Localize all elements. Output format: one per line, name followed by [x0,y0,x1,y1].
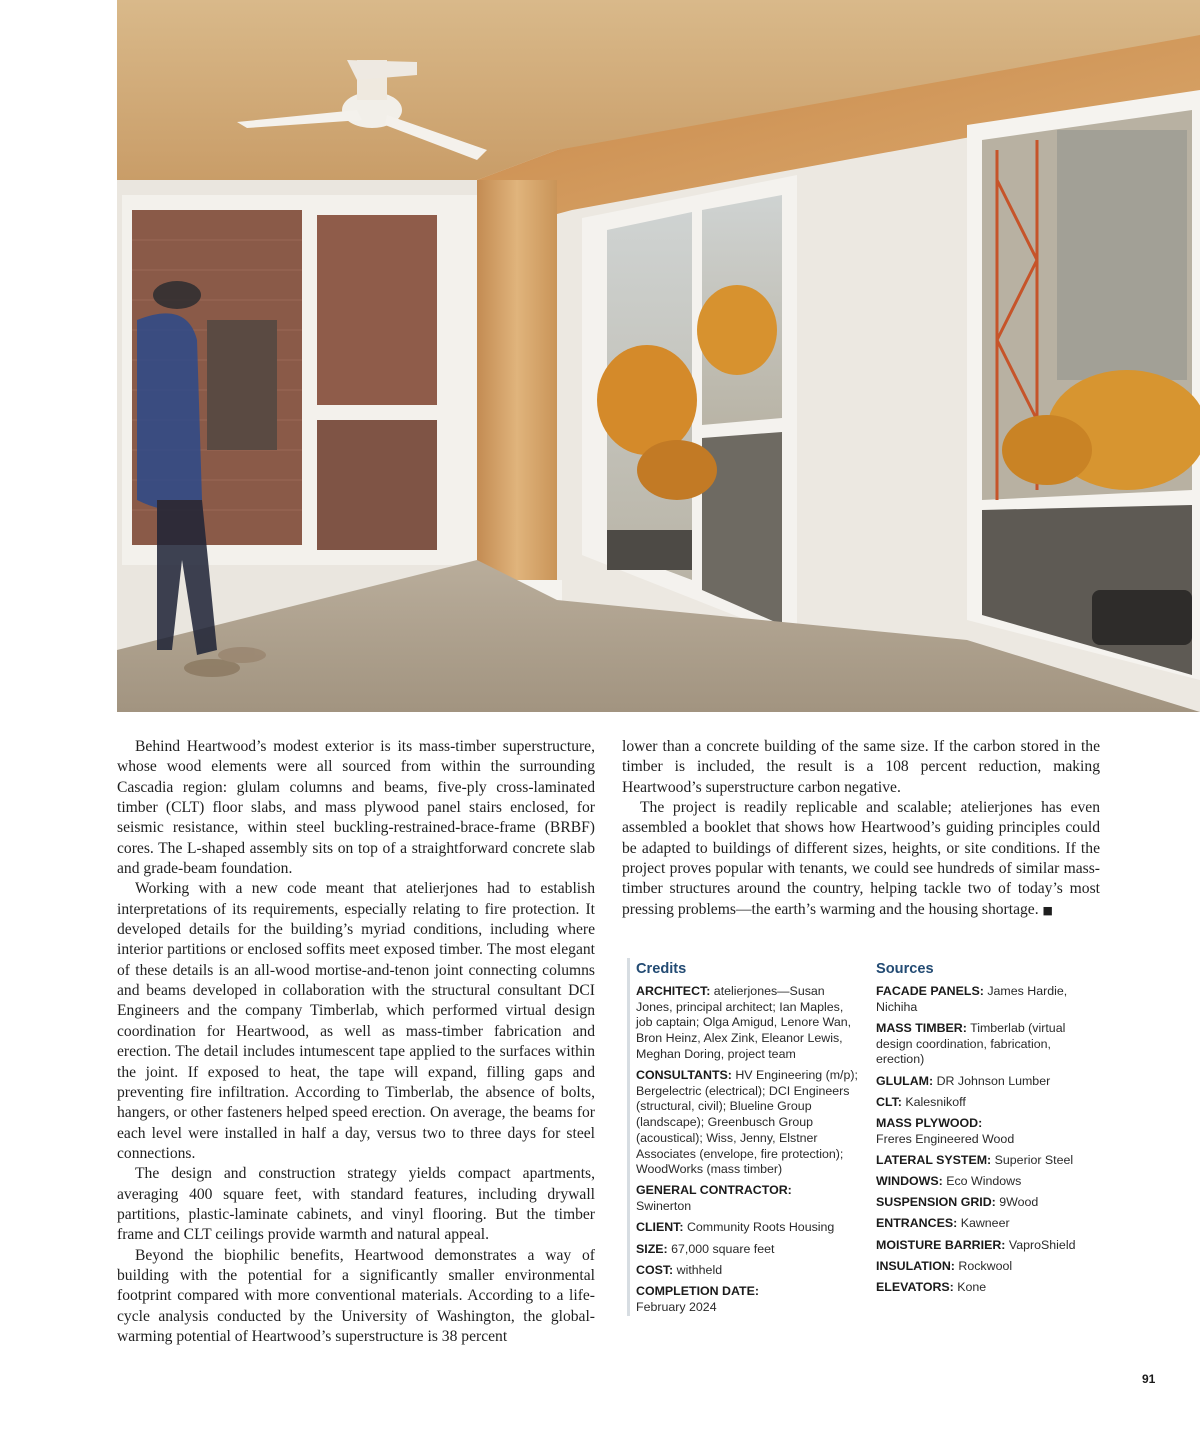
interior-photo [117,0,1200,712]
sources-list [876,958,1088,1301]
credit-entry [636,1242,860,1258]
credit-value: atelierjones—Susan Jones, principal architect; Ian Maples, job captain; Olga Amigud, Lenore Wan, Bron Heinz, Alex Zink, Eleanor Lewis, Meghan Doring, project team [636,984,852,1061]
source-value: Eco Windows [946,1174,1022,1189]
paragraph-text: The project is readily replicable and scalable; atelierjones has even assembled a booklet that shows how Heartwood’s guiding principles could be adapted to buildings of different sizes, heights, or site conditions. If the project proves popular with tenants, we could see hundreds of similar mass-timber structures around the country, helping tackle two of today’s most pressing problems—the earth’s warming and the housing shortage. [622,799,1100,918]
credit-label: CLIENT: [636,1220,684,1235]
source-entry [876,1216,1088,1232]
credit-value: HV Engineering (m/p); Bergelectric (electrical); DCI Engineers (structural, civil); Blueline Group (landscape); Greenbusch Group (acoustical); Wiss, Jenny, Elstner Associates (envelope, fire protection); WoodWorks (mass timber) [636,1068,858,1177]
source-value: Kalesnikoff [905,1094,966,1109]
credit-value: Community Roots Housing [686,1220,835,1235]
credit-entry [636,1183,860,1214]
source-entry [876,984,1088,1015]
credit-entry [636,1263,860,1279]
source-entry [876,1095,1088,1111]
credit-label: GENERAL CONTRACTOR: [636,1183,792,1198]
source-value: DR Johnson Lumber [936,1073,1051,1088]
credit-value: withheld [676,1262,723,1277]
credit-label: COST: [636,1262,674,1277]
article-column-left [117,737,595,1347]
source-entry [876,1195,1088,1211]
credit-entry [636,1284,860,1315]
source-label: GLULAM: [876,1073,934,1088]
source-label: ELEVATORS: [876,1280,954,1295]
paragraph: Behind Heartwood’s modest exterior is its mass-timber superstructure, whose wood elements were all sourced from within the surrounding Cascadia region: glulam columns and beams, five-ply cross-laminated timber (CLT) floor slabs, and mass plywood panel stairs enclosed, for seismic resistance, within steel buckling-restrained-brace-frame (BRBF) cores. The L-shaped assembly sits on top of a straightforward concrete slab and grade-beam foundation. [117,738,595,878]
source-value: VaproShield [1008,1237,1076,1252]
source-label: FACADE PANELS: [876,984,984,998]
source-value: Timberlab (virtual design coordination, fabrication, erection) [876,1020,1066,1067]
credit-value: February 2024 [636,1299,717,1314]
credit-value: Swinerton [636,1199,692,1214]
credit-entry [636,1220,860,1236]
credit-label: ARCHITECT: [636,984,711,998]
credit-entry [636,1068,860,1178]
credit-label: CONSULTANTS: [636,1068,732,1083]
credits-sidebar [627,958,1095,1316]
paragraph: Beyond the biophilic benefits, Heartwood demonstrates a way of building with the potential for a significantly smaller environmental footprint compared with more conventional materials. According to a life-cycle analysis conducted by the University of Washington, the global-warming potential of Heartwood’s superstructure is 38 percent [117,1246,595,1345]
paragraph: Working with a new code meant that atelierjones had to establish interpretations of its requirements, especially relating to fire protection. It developed details for the building’s myriad conditions, including where interior partitions or enclosed soffits meet exposed timber. The most elegant of these details is an all-wood mortise-and-tenon joint connecting columns and beams developed in collaboration with the structural consultant DCI Engineers and the company Timberlab, which performed virtual design coordination for Heartwood, as well as mass-timber fabrication and erection. The detail includes intumescent tape applied to the surfaces within the joint. If exposed to heat, the tape will expand, filling gaps and preventing fire infiltration. According to Timberlab, the absence of bolts, hangers, or other fasteners helped speed erection. On average, the beams for each level were installed in half a day, versus two to three days for steel connections. [117,880,595,1162]
credit-label: SIZE: [636,1241,668,1256]
source-value: Freres Engineered Wood [876,1131,1015,1146]
end-mark: ■ [1042,903,1053,917]
source-value: Kawneer [960,1216,1010,1231]
source-label: MASS PLYWOOD: [876,1115,983,1130]
source-label: INSULATION: [876,1258,955,1273]
credit-value: 67,000 square feet [671,1241,775,1256]
paragraph-last [622,798,1100,921]
source-value: James Hardie, Nichiha [876,984,1068,1014]
credit-label: COMPLETION DATE: [636,1283,759,1298]
source-value: Superior Steel [994,1152,1074,1167]
source-value: Rockwool [958,1258,1013,1273]
source-value: Kone [957,1280,987,1295]
sources-heading: Sources [876,961,934,977]
source-label: MOISTURE BARRIER: [876,1237,1006,1252]
source-label: WINDOWS: [876,1174,943,1189]
page-number: 91 [1142,1372,1156,1386]
paragraph: The design and construction strategy yields compact apartments, averaging 400 square feet, with standard features, including drywall partitions, plastic-laminate cabinets, and vinyl flooring. But the timber frame and CLT ceilings provide warmth and natural appeal. [117,1165,595,1244]
source-entry [876,1238,1088,1254]
source-value: 9Wood [999,1195,1039,1210]
source-entry [876,1280,1088,1296]
source-entry [876,1174,1088,1190]
article-column-right [622,737,1100,921]
source-entry [876,1074,1088,1090]
source-label: MASS TIMBER: [876,1020,967,1035]
source-entry [876,1021,1088,1068]
credit-entry [636,984,860,1063]
credits-list [636,958,860,1321]
source-label: LATERAL SYSTEM: [876,1152,992,1167]
paragraph: lower than a concrete building of the same size. If the carbon stored in the timber is included, the result is a 108 percent reduction, making Heartwood’s superstructure carbon negative. [622,738,1100,796]
source-label: CLT: [876,1094,902,1109]
source-entry [876,1153,1088,1169]
source-label: SUSPENSION GRID: [876,1195,996,1210]
credits-heading: Credits [636,961,687,977]
source-label: ENTRANCES: [876,1216,958,1231]
article-photo [117,0,1200,712]
source-entry [876,1116,1088,1147]
source-entry [876,1259,1088,1275]
